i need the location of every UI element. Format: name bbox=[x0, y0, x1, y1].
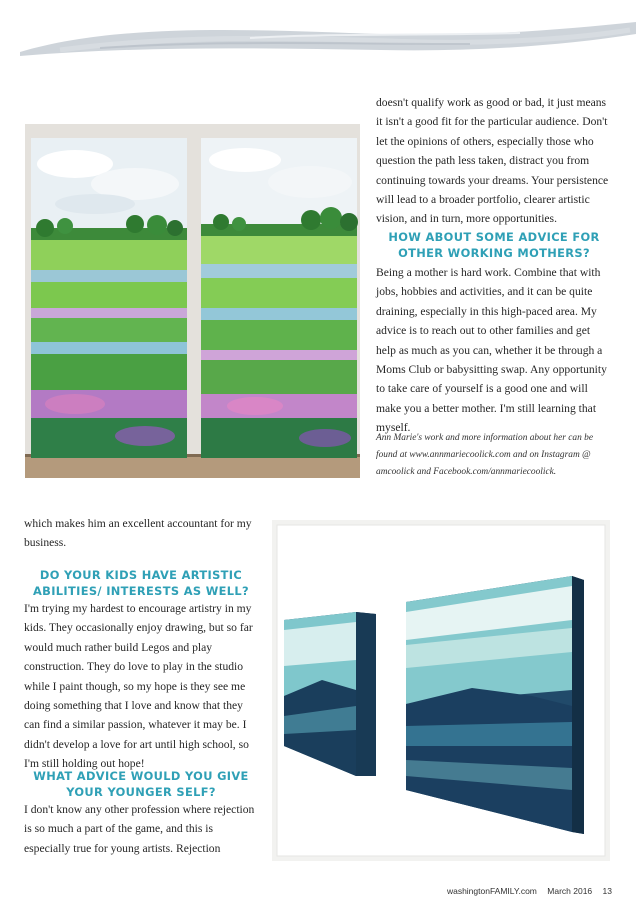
younger-self-answer-paragraph: I don't know any other profession where rejection is so much a part of the game, and this is especially true for young artists. Rejection bbox=[24, 803, 255, 855]
footer-date: March 2016 bbox=[547, 886, 593, 896]
kids-answer-paragraph: I'm trying my hardest to encourage artistry in my kids. They occasionally enjoy drawing, but so far would much rather build Legos and play construction. They do love to play in the studio while I paint though, so my hope is they see me doing something that I love and know that they can find a similar passion, whatever it may be. I didn't develop a love for art until high school, so I'm still holding out hope! bbox=[24, 602, 253, 771]
continuation-paragraph: doesn't qualify work as good or bad, it just means it isn't a good fit for the particular audience. Don't let the opinions of others, especially those who question the path less taken, distract you from continuing towards your dreams. Your persistence will lead to a broader portfolio, clearer artistic vision, and in turn, more opportunities. bbox=[376, 96, 609, 226]
heading-younger-self: WHAT ADVICE WOULD YOU GIVE YOUR YOUNGER SELF? bbox=[33, 769, 249, 799]
brush-stroke-decoration bbox=[0, 0, 636, 80]
page-footer bbox=[439, 886, 612, 896]
intro-paragraph: which makes him an excellent accountant for my business. bbox=[24, 517, 252, 550]
page-number: 13 bbox=[602, 886, 612, 896]
heading-kids-artistic: DO YOUR KIDS HAVE ARTISTIC ABILITIES/ INTERESTS AS WELL? bbox=[33, 568, 249, 598]
diptych-landscape-photo bbox=[25, 124, 360, 478]
mothers-answer-paragraph: Being a mother is hard work. Combine that with jobs, hobbies and activities, and it can be quite draining, especially in this high-paced area. My advice is to reach out to other families and get help as much as you can, whether it be through a Moms Club or babysitting swap. Any opportunity to take care of yourself is a good one and will make you a better mother. I'm still learning that myself. bbox=[376, 266, 607, 435]
heading-working-mothers: HOW ABOUT SOME ADVICE FOR OTHER WORKING MOTHERS? bbox=[388, 230, 600, 260]
footer-site: washingtonFAMILY.com bbox=[446, 886, 537, 896]
artist-credit-note: Ann Marie's work and more information about her can be found at www.annmariecoolick.com and on Instagram @ amcoolick and Facebook.com/annmariecoolick. bbox=[376, 433, 594, 477]
seascape-canvases-photo bbox=[272, 520, 610, 861]
